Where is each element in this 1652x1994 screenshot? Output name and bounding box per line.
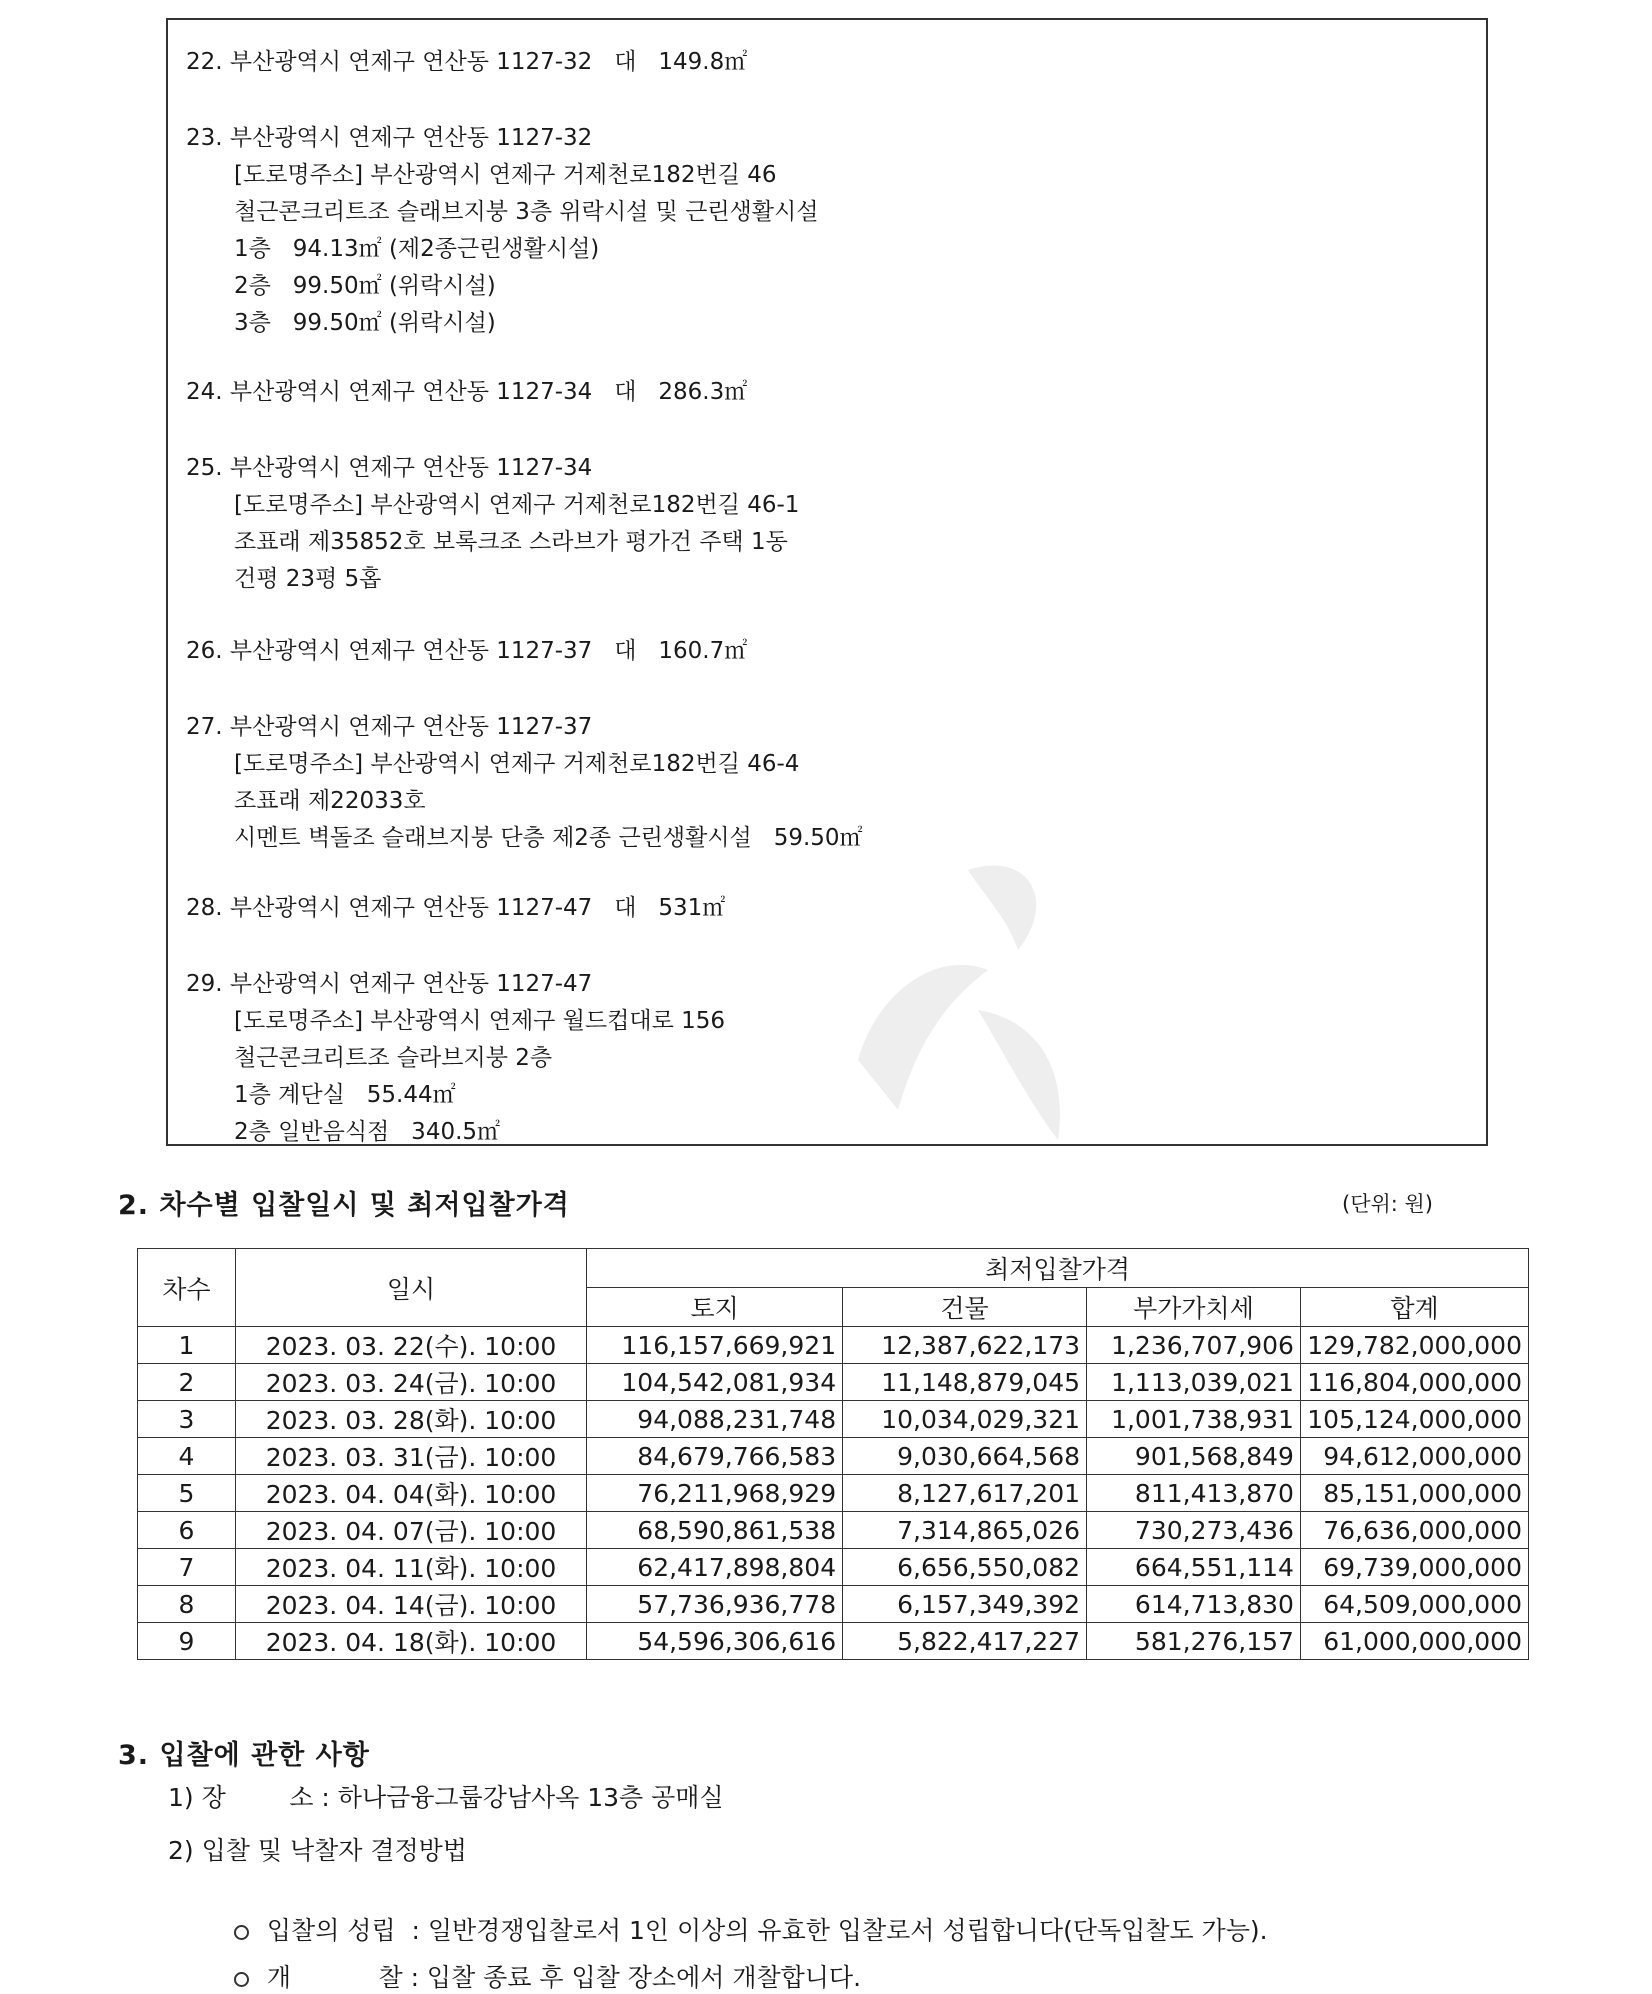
- property-item-detail: 1층 94.13㎡ (제2종근린생활시설): [234, 236, 600, 262]
- cell-round: 5: [138, 1475, 236, 1512]
- cell-land: 116,157,669,921: [587, 1327, 843, 1364]
- cell-datetime: 2023. 03. 22(수). 10:00: [235, 1327, 586, 1364]
- property-item-detail: 1층 계단실 55.44㎡: [234, 1082, 456, 1108]
- property-item-address: 22. 부산광역시 연제구 연산동 1127-32 대 149.8㎡: [186, 49, 748, 75]
- header-total: 합계: [1300, 1288, 1528, 1327]
- cell-land: 57,736,936,778: [587, 1586, 843, 1623]
- property-item: [186, 709, 863, 857]
- cell-land: 94,088,231,748: [587, 1401, 843, 1438]
- cell-building: 9,030,664,568: [843, 1438, 1087, 1475]
- cell-round: 8: [138, 1586, 236, 1623]
- cell-round: 7: [138, 1549, 236, 1586]
- cell-total: 105,124,000,000: [1300, 1401, 1528, 1438]
- property-item: [186, 120, 818, 342]
- table-row: [138, 1623, 1529, 1660]
- cell-building: 6,656,550,082: [843, 1549, 1087, 1586]
- cell-datetime: 2023. 04. 04(화). 10:00: [235, 1475, 586, 1512]
- section3-title: 3. 입찰에 관한 사항: [118, 1740, 370, 1771]
- cell-total: 61,000,000,000: [1300, 1623, 1528, 1660]
- cell-datetime: 2023. 04. 07(금). 10:00: [235, 1512, 586, 1549]
- property-item-detail: [도로명주소] 부산광역시 연제구 월드컵대로 156: [234, 1008, 726, 1034]
- bullet-text: 입찰의 성립 : 일반경쟁입찰로서 1인 이상의 유효한 입찰로서 성립합니다(단독입찰도 가능).: [266, 1916, 1268, 1945]
- property-item-detail: 철근콘크리트조 슬라브지붕 2층: [234, 1045, 553, 1071]
- cell-building: 5,822,417,227: [843, 1623, 1087, 1660]
- property-item-detail: 2층 일반음식점 340.5㎡: [234, 1119, 501, 1145]
- property-item-detail: [도로명주소] 부산광역시 연제구 거제천로182번길 46-4: [234, 751, 800, 777]
- property-item-detail: 시멘트 벽돌조 슬래브지붕 단층 제2종 근린생활시설 59.50㎡: [234, 825, 863, 851]
- cell-land: 76,211,968,929: [587, 1475, 843, 1512]
- property-list-box: [166, 18, 1488, 1146]
- cell-datetime: 2023. 03. 24(금). 10:00: [235, 1364, 586, 1401]
- cell-building: 8,127,617,201: [843, 1475, 1087, 1512]
- table-row: [138, 1512, 1529, 1549]
- table-row: [138, 1438, 1529, 1475]
- cell-round: 6: [138, 1512, 236, 1549]
- cell-vat: 614,713,830: [1087, 1586, 1301, 1623]
- cell-vat: 730,273,436: [1087, 1512, 1301, 1549]
- cell-building: 11,148,879,045: [843, 1364, 1087, 1401]
- cell-total: 116,804,000,000: [1300, 1364, 1528, 1401]
- cell-round: 1: [138, 1327, 236, 1364]
- cell-land: 104,542,081,934: [587, 1364, 843, 1401]
- cell-round: 2: [138, 1364, 236, 1401]
- table-row: [138, 1586, 1529, 1623]
- cell-land: 54,596,306,616: [587, 1623, 843, 1660]
- table-row: [138, 1327, 1529, 1364]
- table-row: [138, 1549, 1529, 1586]
- property-item: [186, 633, 747, 670]
- cell-total: 94,612,000,000: [1300, 1438, 1528, 1475]
- cell-vat: 1,236,707,906: [1087, 1327, 1301, 1364]
- header-vat: 부가가치세: [1087, 1288, 1301, 1327]
- property-item-detail: [도로명주소] 부산광역시 연제구 거제천로182번길 46: [234, 162, 777, 188]
- cell-round: 3: [138, 1401, 236, 1438]
- property-item: [186, 966, 725, 1151]
- cell-vat: 811,413,870: [1087, 1475, 1301, 1512]
- cell-datetime: 2023. 04. 18(화). 10:00: [235, 1623, 586, 1660]
- cell-vat: 901,568,849: [1087, 1438, 1301, 1475]
- property-item-address: 29. 부산광역시 연제구 연산동 1127-47: [186, 971, 593, 997]
- cell-total: 76,636,000,000: [1300, 1512, 1528, 1549]
- header-land: 토지: [587, 1288, 843, 1327]
- table-row: [138, 1401, 1529, 1438]
- cell-round: 9: [138, 1623, 236, 1660]
- property-item-address: 28. 부산광역시 연제구 연산동 1127-47 대 531㎡: [186, 895, 726, 921]
- bullet-text: 개 찰 : 입찰 종료 후 입찰 장소에서 개찰합니다.: [266, 1963, 862, 1992]
- cell-datetime: 2023. 04. 11(화). 10:00: [235, 1549, 586, 1586]
- cell-building: 12,387,622,173: [843, 1327, 1087, 1364]
- cell-total: 64,509,000,000: [1300, 1586, 1528, 1623]
- section2-title: 2. 차수별 입찰일시 및 최저입찰가격: [118, 1190, 570, 1221]
- cell-vat: 1,001,738,931: [1087, 1401, 1301, 1438]
- header-datetime: 일시: [235, 1249, 586, 1327]
- cell-total: 69,739,000,000: [1300, 1549, 1528, 1586]
- bid-method-heading: 2) 입찰 및 낙찰자 결정방법: [168, 1836, 467, 1865]
- header-building: 건물: [843, 1288, 1087, 1327]
- cell-building: 10,034,029,321: [843, 1401, 1087, 1438]
- cell-datetime: 2023. 03. 31(금). 10:00: [235, 1438, 586, 1475]
- cell-vat: 1,113,039,021: [1087, 1364, 1301, 1401]
- cell-total: 129,782,000,000: [1300, 1327, 1528, 1364]
- property-item-address: 23. 부산광역시 연제구 연산동 1127-32: [186, 125, 593, 151]
- cell-land: 62,417,898,804: [587, 1549, 843, 1586]
- property-item: [186, 374, 747, 411]
- header-min-price: 최저입찰가격: [587, 1249, 1529, 1288]
- property-item-detail: 조표래 제22033호: [234, 788, 426, 814]
- bid-schedule-table: [137, 1248, 1529, 1660]
- table-row: [138, 1475, 1529, 1512]
- cell-building: 7,314,865,026: [843, 1512, 1087, 1549]
- cell-land: 84,679,766,583: [587, 1438, 843, 1475]
- cell-datetime: 2023. 04. 14(금). 10:00: [235, 1586, 586, 1623]
- cell-total: 85,151,000,000: [1300, 1475, 1528, 1512]
- property-item: [186, 44, 747, 81]
- watermark-logo: [818, 810, 1118, 1170]
- property-item-address: 25. 부산광역시 연제구 연산동 1127-34: [186, 455, 593, 481]
- property-item-address: 24. 부산광역시 연제구 연산동 1127-34 대 286.3㎡: [186, 379, 748, 405]
- property-item: [186, 450, 799, 598]
- cell-vat: 664,551,114: [1087, 1549, 1301, 1586]
- property-item-detail: [도로명주소] 부산광역시 연제구 거제천로182번길 46-1: [234, 492, 800, 518]
- cell-land: 68,590,861,538: [587, 1512, 843, 1549]
- header-round: 차수: [138, 1249, 236, 1327]
- bid-place: 1) 장 소 : 하나금융그룹강남사옥 13층 공매실: [168, 1783, 724, 1812]
- cell-datetime: 2023. 03. 28(화). 10:00: [235, 1401, 586, 1438]
- property-item-detail: 2층 99.50㎡ (위락시설): [234, 273, 496, 299]
- property-item-detail: 조표래 제35852호 보록크조 스라브가 평가건 주택 1동: [234, 529, 788, 555]
- property-item-address: 27. 부산광역시 연제구 연산동 1127-37: [186, 714, 593, 740]
- property-item-detail: 3층 99.50㎡ (위락시설): [234, 310, 496, 336]
- cell-round: 4: [138, 1438, 236, 1475]
- unit-label: (단위: 원): [1342, 1192, 1433, 1216]
- cell-vat: 581,276,157: [1087, 1623, 1301, 1660]
- property-item: [186, 890, 725, 927]
- property-item-address: 26. 부산광역시 연제구 연산동 1127-37 대 160.7㎡: [186, 638, 748, 664]
- bullet-bid-opening: [218, 1929, 861, 1994]
- table-row: [138, 1364, 1529, 1401]
- cell-building: 6,157,349,392: [843, 1586, 1087, 1623]
- property-item-detail: 철근콘크리트조 슬래브지붕 3층 위락시설 및 근린생활시설: [234, 199, 819, 225]
- circle-bullet-icon: [234, 1972, 249, 1987]
- property-item-detail: 건평 23평 5홉: [234, 566, 382, 592]
